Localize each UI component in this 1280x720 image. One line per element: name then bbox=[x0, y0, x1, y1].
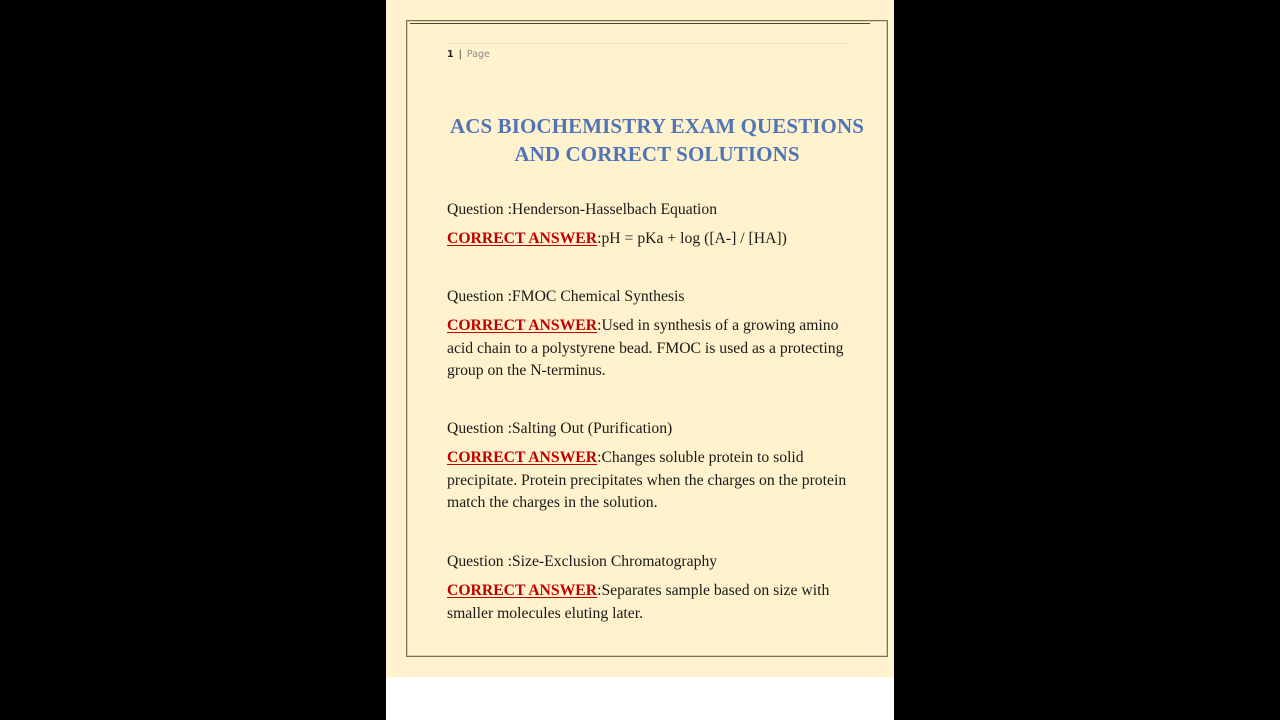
qa-item bbox=[447, 551, 852, 625]
answer-paragraph bbox=[447, 447, 852, 515]
page-number: 1 bbox=[447, 49, 454, 60]
correct-answer-label: CORRECT ANSWER bbox=[447, 582, 598, 599]
document-title: ACS BIOCHEMISTRY EXAM QUESTIONS AND CORRECT SOLUTIONS bbox=[449, 114, 865, 166]
answer-text: :Changes soluble protein to solid precipitate. Protein precipitates when the charges on the protein match the charges in the solution. bbox=[447, 449, 847, 512]
answer-paragraph bbox=[447, 228, 852, 251]
header-divider bbox=[448, 43, 848, 44]
qa-item bbox=[447, 199, 852, 251]
answer-paragraph bbox=[447, 580, 852, 625]
answer-text: :pH = pKa + log ([A-] / [HA]) bbox=[597, 230, 787, 247]
correct-answer-label: CORRECT ANSWER bbox=[447, 317, 598, 334]
correct-answer-label: CORRECT ANSWER bbox=[447, 230, 598, 247]
page-column[interactable] bbox=[386, 0, 894, 720]
question-text: Question :Salting Out (Purification) bbox=[447, 420, 673, 437]
answer-text: :Separates sample based on size with smaller molecules eluting later. bbox=[447, 582, 830, 622]
header-top-rule bbox=[410, 23, 870, 24]
qa-item bbox=[447, 418, 852, 515]
answer-paragraph bbox=[447, 315, 852, 383]
document-page bbox=[386, 0, 894, 677]
question-text: Question :FMOC Chemical Synthesis bbox=[447, 288, 685, 305]
answer-text: :Used in synthesis of a growing amino acid chain to a polystyrene bead. FMOC is used as a protecting group on the N-terminus. bbox=[447, 317, 844, 380]
question-text: Question :Henderson-Hasselbach Equation bbox=[447, 201, 718, 218]
question-text: Question :Size-Exclusion Chromatography bbox=[447, 553, 718, 570]
qa-item bbox=[447, 286, 852, 383]
page-number-header bbox=[447, 49, 490, 60]
correct-answer-label: CORRECT ANSWER bbox=[447, 449, 598, 466]
page-label: Page bbox=[466, 49, 490, 60]
page-number-separator: | bbox=[458, 49, 462, 60]
